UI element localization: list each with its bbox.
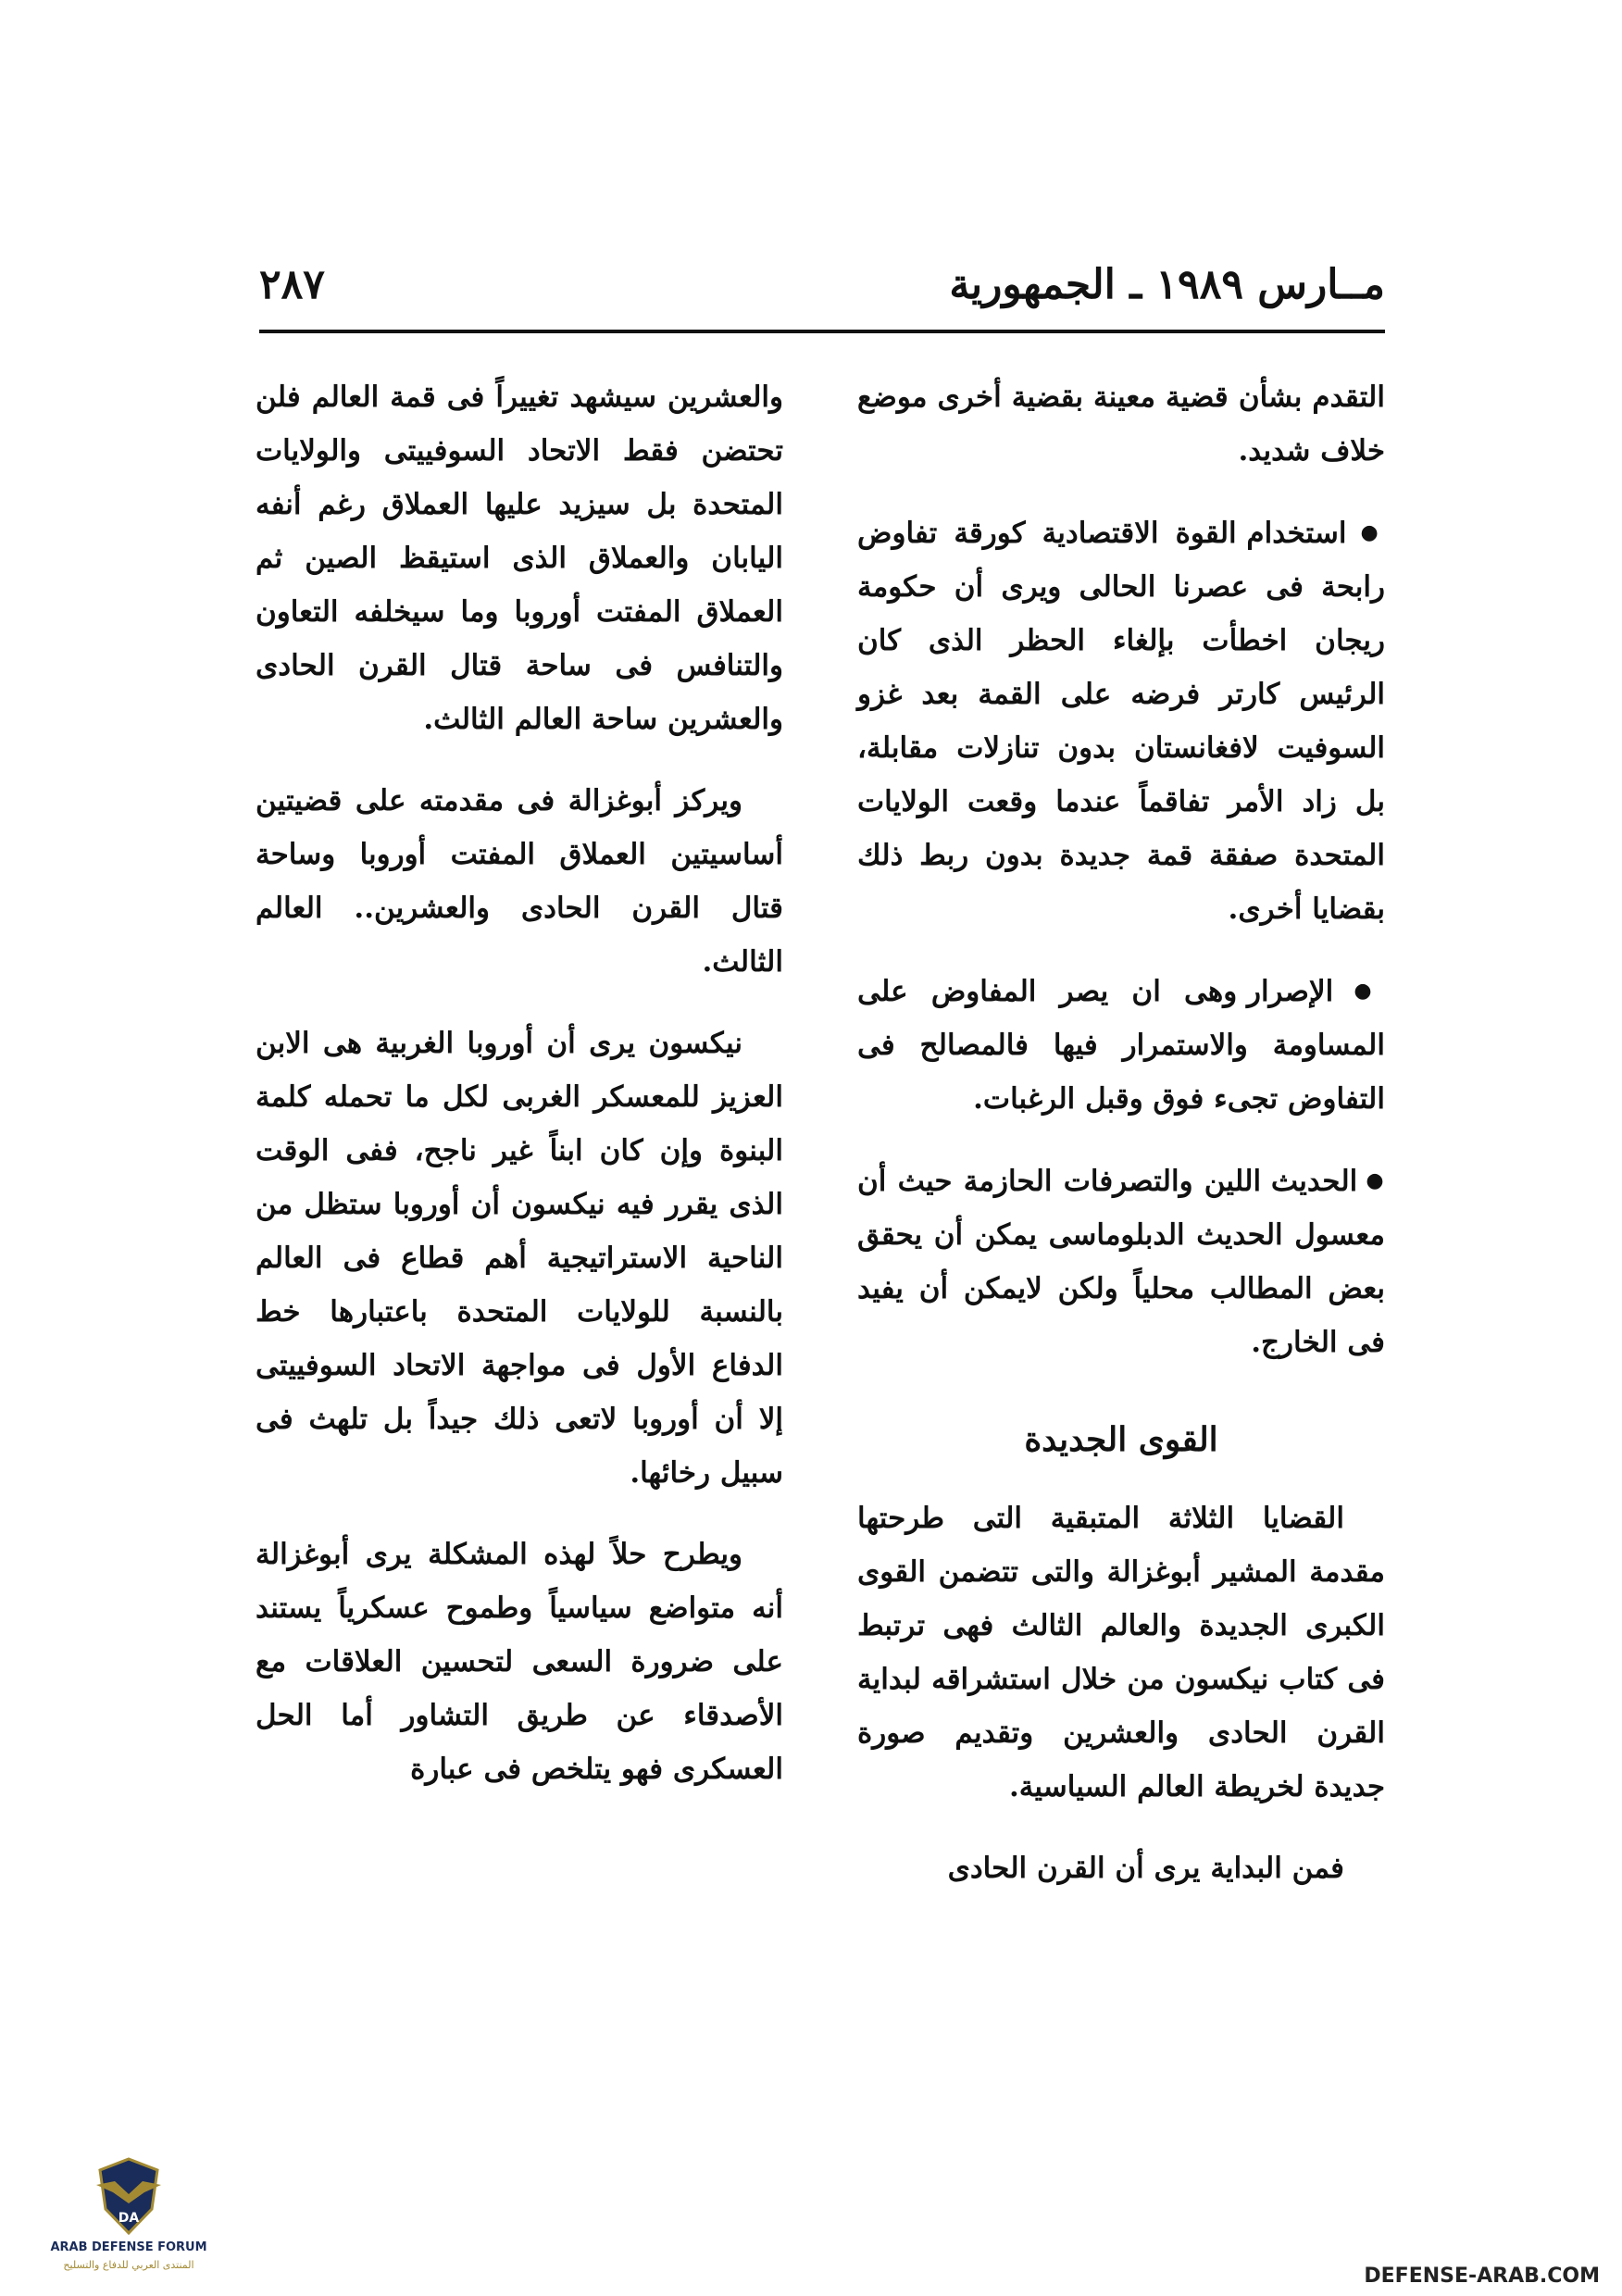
paragraph: التقدم بشأن قضية معينة بقضية أخرى موضع خلاف شديد. (857, 381, 1385, 468)
right-column (857, 370, 1385, 2129)
section-heading: القوى الجديدة (1024, 1420, 1218, 1459)
paragraph: والعشرين سيشهد تغييراً فى قمة العالم فلن تحتضن فقط الاتحاد السوفييتى والولايات المتحدة بل سيزيد عليها العملاق رغم أنفه اليابان والعملاق الذى استيقظ الصين ثم العملاق المفتت أوروبا وما سيخلفه التعاون والتنافس فى ساحة قتال القرن الحادى والعشرين ساحة العالم الثالث. (256, 381, 783, 736)
page-header (259, 248, 1385, 337)
logo-mark: DA (118, 2211, 140, 2226)
logo-text-english: ARAB DEFENSE FORUM (50, 2240, 207, 2254)
paragraph: ويركز أبوغزالة فى مقدمته على قضيتين أساسيتين العملاق المفتت أوروبا وساحة قتال القرن الحادى والعشرين.. العالم الثالث. (256, 784, 783, 979)
header-rule (259, 330, 1385, 333)
paragraph: القضايا الثلاثة المتبقية التى طرحتها مقدمة المشير أبوغزالة والتى تتضمن القوى الكبرى الجديدة والعالم الثالث فهى ترتبط فى كتاب نيكسون من خلال استشراقه لبداية القرن الحادى والعشرين وتقديم صورة جديدة لخريطة العالم السياسية. (857, 1502, 1385, 1803)
shield-icon (96, 2157, 161, 2235)
left-column (256, 370, 783, 2129)
bullet-paragraph: ● الإصرار وهى ان يصر المفاوض على المساومة والاستمرار فيها فالمصالح فى التفاوض تجىء فوق وقبل الرغبات. (857, 964, 1385, 1126)
paragraph: فمن البداية يرى أن القرن الحادى (947, 1852, 1344, 1885)
page-number: ٢٨٧ (259, 261, 325, 308)
bullet-paragraph: ● استخدام القوة الاقتصادية كورقة تفاوض رابحة فى عصرنا الحالى ويرى أن حكومة ريجان اخطأت بإلغاء الحظر الذى كان الرئيس كارتر فرضه على القمة بعد غزو السوفيت لافغانستان بدون تنازلات مقابلة، بل زاد الأمر تفاقماً عندما وقعت الولايات المتحدة صفقة قمة جديدة بدون ربط ذلك بقضايا أخرى. (857, 505, 1385, 936)
forum-logo (41, 2157, 207, 2287)
logo-text-arabic: المنتدى العربي للدفاع والتسليح (63, 2259, 194, 2271)
site-watermark: DEFENSE-ARAB.COM (1364, 2265, 1600, 2288)
running-title: مــارس ١٩٨٩ ـ الجمهورية (949, 261, 1385, 308)
paragraph: ويطرح حلاً لهذه المشكلة يرى أبوغزالة أنه متواضع سياسياً وطموح عسكرياً يستند على ضرورة السعى لتحسين العلاقات مع الأصدقاء عن طريق التشاور أما الحل العسكرى فهو يتلخص فى عبارة (256, 1538, 783, 1786)
bullet-paragraph: ● الحديث اللين والتصرفات الحازمة حيث أن معسول الحديث الدبلوماسى يمكن أن يحقق بعض المطالب محلياً ولكن لايمكن أن يفيد فى الخارج. (857, 1154, 1385, 1369)
paragraph: نيكسون يرى أن أوروبا الغربية هى الابن العزيز للمعسكر الغربى لكل ما تحمله كلمة البنوة وإن كان ابناً غير ناجح، ففى الوقت الذى يقرر فيه نيكسون أن أوروبا ستظل من الناحية الاستراتيجية أهم قطاع فى العالم بالنسبة للولايات المتحدة باعتبارها خط الدفاع الأول فى مواجهة الاتحاد السوفييتى إلا أن أوروبا لاتعى ذلك جيداً بل تلهث فى سبيل رخائها. (256, 1027, 783, 1490)
